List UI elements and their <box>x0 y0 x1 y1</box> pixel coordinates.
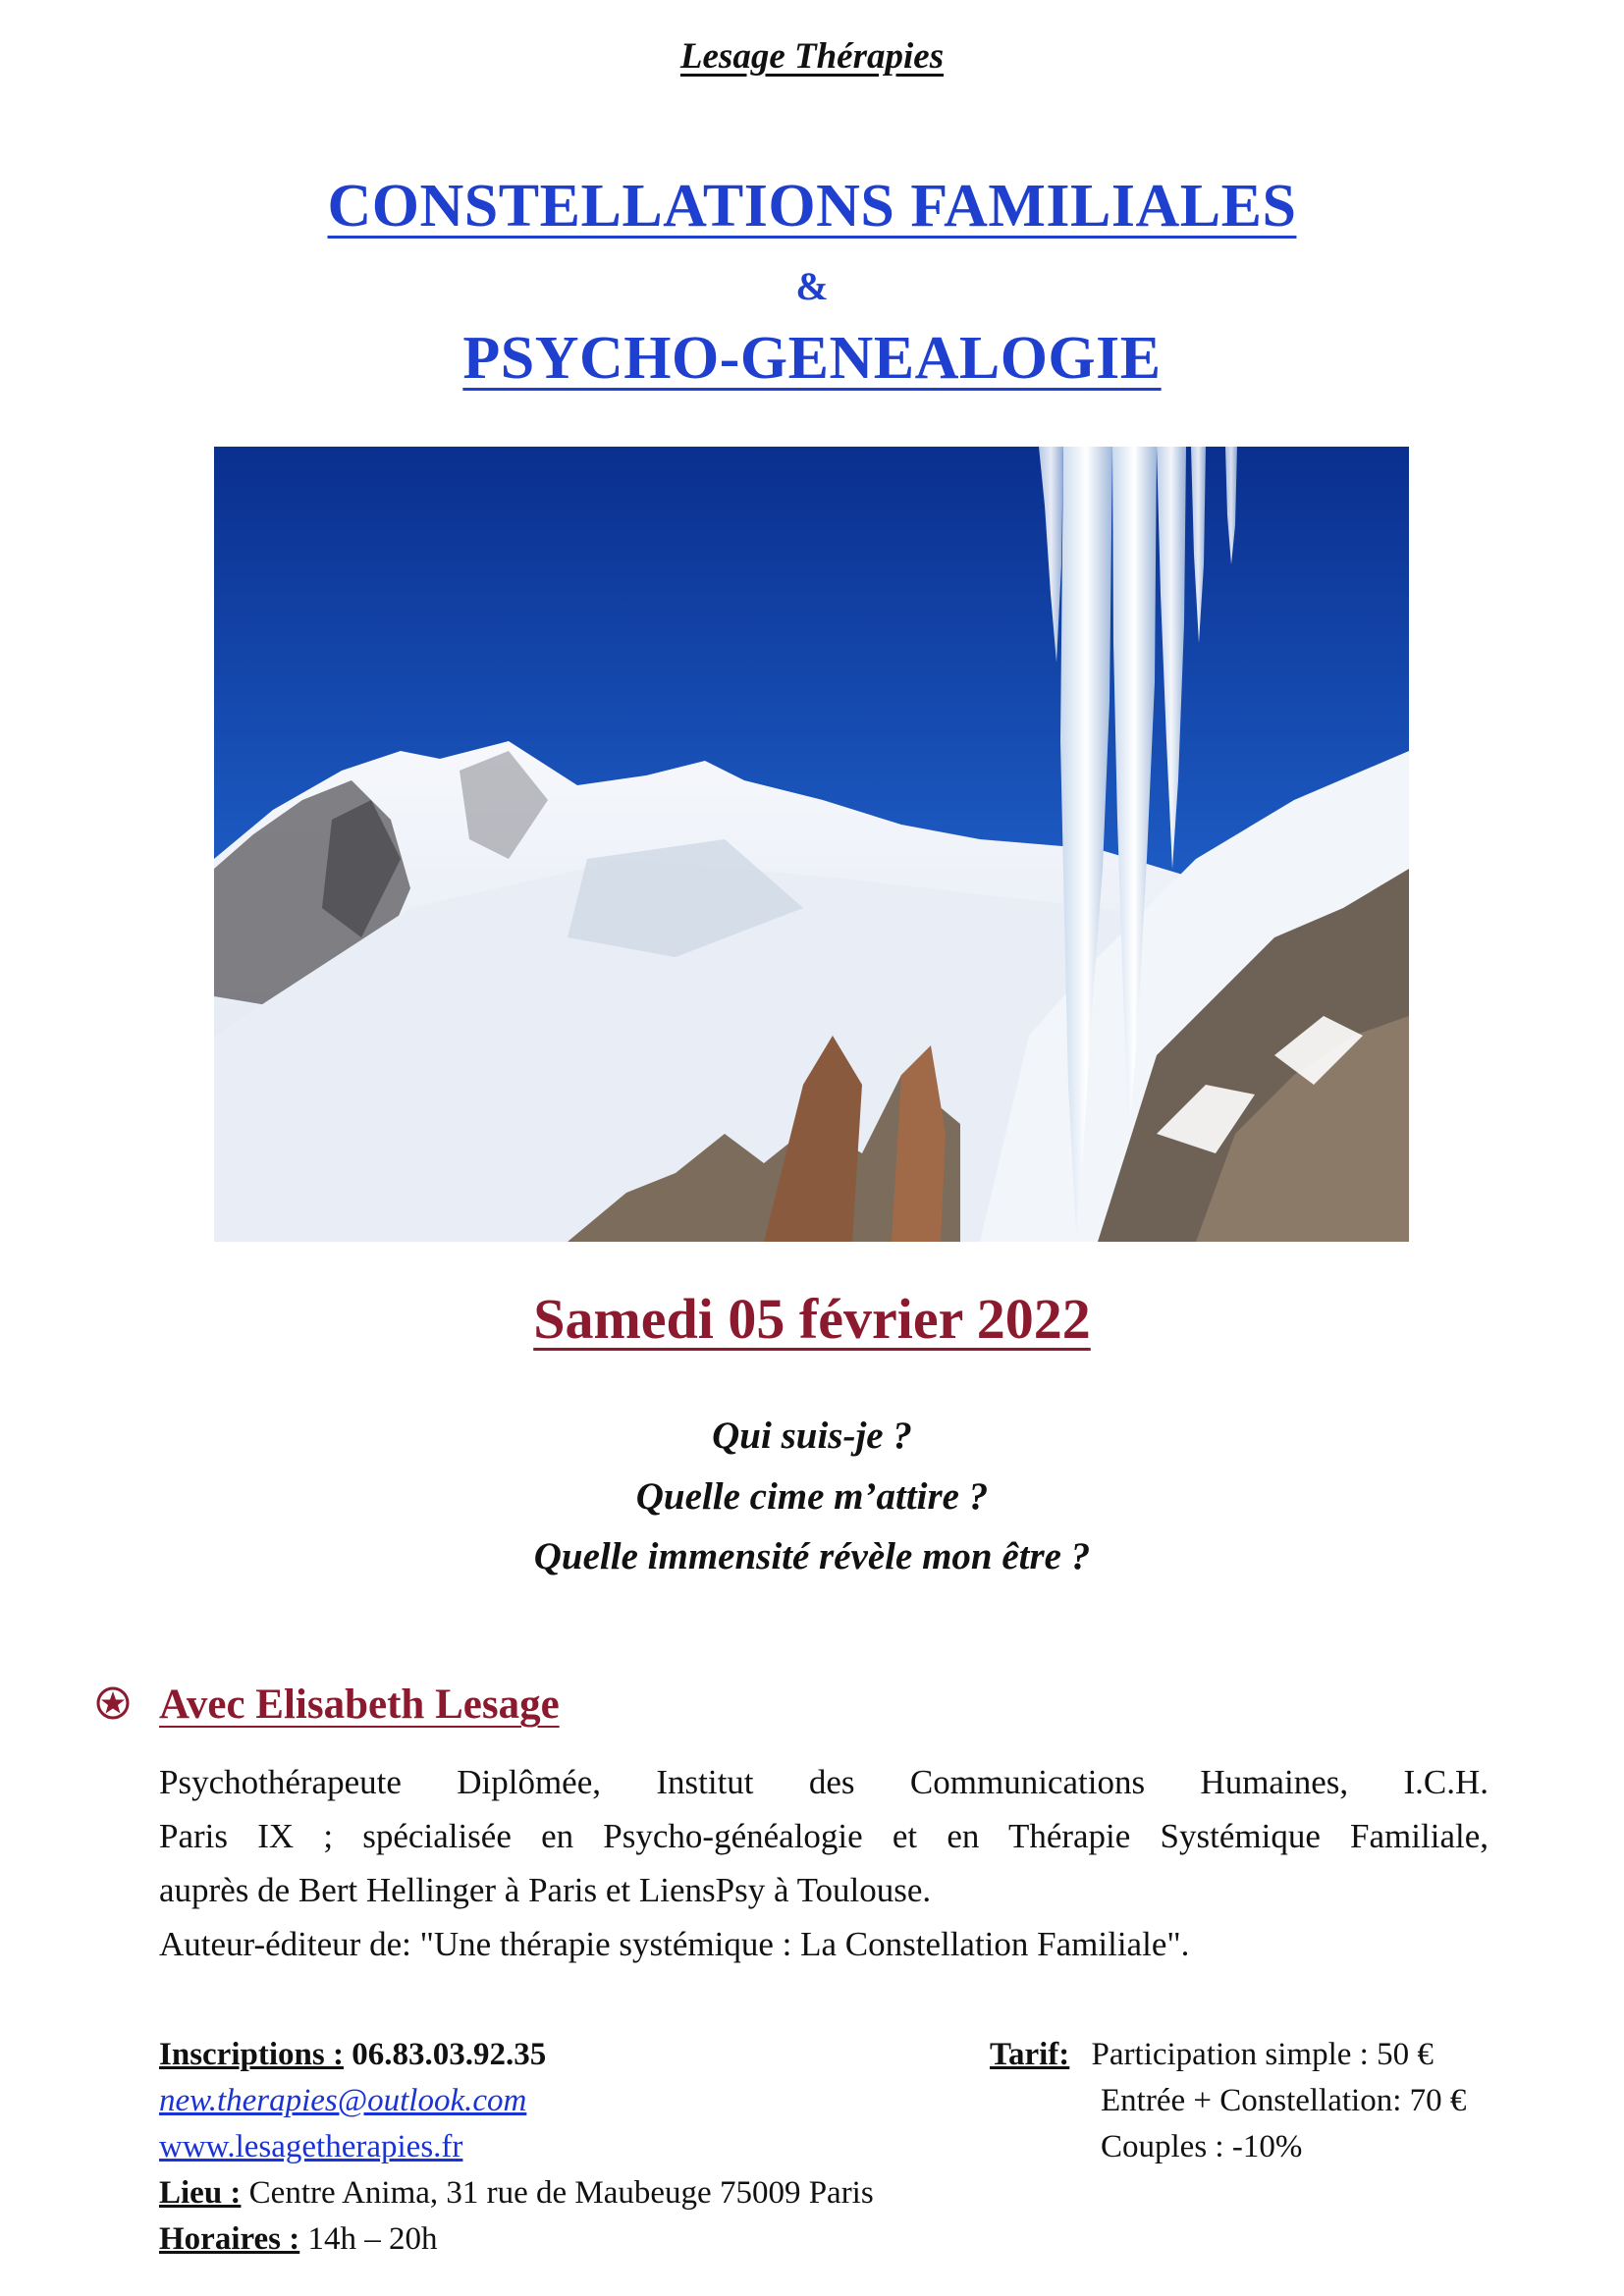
tarif-block <box>990 2032 1466 2170</box>
organization-name: Lesage Thérapies <box>679 36 945 77</box>
bio-line: auprès de Bert Hellinger à Paris et LiensPsy à Toulouse. <box>159 1871 932 1909</box>
lieu-row <box>159 2170 874 2216</box>
bio-line: Auteur-éditeur de: "Une thérapie systémique : La Constellation Familiale". <box>159 1925 1190 1963</box>
lieu-label: Lieu : <box>159 2175 242 2211</box>
star-bullet-icon <box>96 1686 130 1720</box>
question-1: Qui suis-je ? <box>712 1415 912 1457</box>
bio-line: Paris IX ; spécialisée en Psycho-généalogie et en Thérapie Systémique Familiale, <box>159 1817 1489 1855</box>
inscriptions-label: Inscriptions : <box>159 2037 344 2072</box>
lieu-address: Centre Anima, 31 rue de Maubeuge 75009 Paris <box>248 2175 874 2211</box>
title-line-1 <box>0 172 1624 241</box>
bio-line: Psychothérapeute Diplômée, Institut des Communications Humaines, I.C.H. <box>159 1763 1489 1801</box>
host-bio <box>159 1755 1489 1971</box>
tarif-item: Entrée + Constellation: 70 € <box>1101 2083 1467 2118</box>
title-constellations: CONSTELLATIONS FAMILIALES <box>327 173 1297 240</box>
tarif-item: Participation simple : 50 € <box>1091 2037 1434 2072</box>
horaires-label: Horaires : <box>159 2221 300 2257</box>
contact-info <box>159 2032 874 2263</box>
horaires-value: 14h – 20h <box>307 2221 438 2257</box>
organization-header <box>0 35 1624 78</box>
event-date-text: Samedi 05 février 2022 <box>533 1287 1091 1351</box>
title-ampersand: & <box>795 264 829 308</box>
email-row <box>159 2078 874 2124</box>
mountain-photo <box>214 447 1409 1242</box>
event-date <box>0 1286 1624 1352</box>
inscriptions-row <box>159 2032 874 2078</box>
phone-number[interactable]: 06.83.03.92.35 <box>352 2037 547 2072</box>
title-psycho-genealogie: PSYCHO-GENEALOGIE <box>462 325 1162 392</box>
question-3: Quelle immensité révèle mon être ? <box>533 1535 1091 1577</box>
horaires-row <box>159 2216 874 2263</box>
title-line-2 <box>0 324 1624 394</box>
website-row <box>159 2124 874 2170</box>
email-link[interactable]: new.therapies@outlook.com <box>159 2083 527 2118</box>
question-2: Quelle cime m’attire ? <box>635 1475 989 1518</box>
host-heading: Avec Elisabeth Lesage <box>159 1682 560 1728</box>
website-link[interactable]: www.lesagetherapies.fr <box>159 2129 463 2164</box>
tarif-row <box>990 2032 1466 2078</box>
tarif-item: Couples : -10% <box>1101 2129 1303 2164</box>
tarif-label: Tarif: <box>990 2037 1070 2072</box>
